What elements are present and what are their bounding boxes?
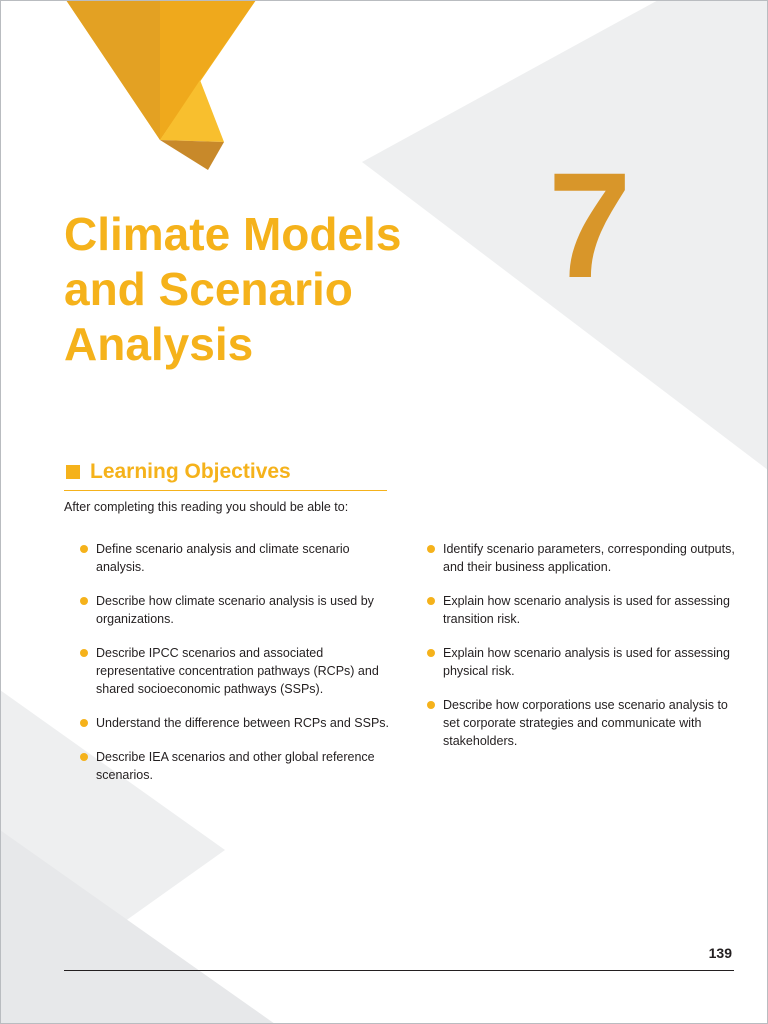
objective-text: Explain how scenario analysis is used for assessing physical risk. [443, 646, 730, 678]
objective-text: Describe IEA scenarios and other global reference scenarios. [96, 750, 375, 782]
page-number: 139 [708, 945, 732, 961]
list-item [427, 696, 737, 750]
list-item [80, 540, 390, 576]
bullet-dot-icon [427, 701, 435, 709]
objective-text: Describe how corporations use scenario analysis to set corporate strategies and communicate with stakeholders. [443, 698, 728, 748]
chapter-title [64, 207, 484, 372]
chapter-title-line-3: Analysis [64, 318, 254, 370]
objective-text: Understand the difference between RCPs and SSPs. [96, 716, 389, 730]
origami-decoration [66, 0, 256, 170]
objective-text: Describe IPCC scenarios and associated representative concentration pathways (RCPs) and shared socioeconomic pathways (SSPs). [96, 646, 379, 696]
bullet-dot-icon [427, 545, 435, 553]
list-item [80, 592, 390, 628]
bullet-dot-icon [80, 719, 88, 727]
heading-square-icon [66, 465, 80, 479]
objective-text: Explain how scenario analysis is used for assessing transition risk. [443, 594, 730, 626]
list-item [80, 644, 390, 698]
footer-divider [64, 970, 734, 971]
learning-objectives-heading [64, 460, 387, 491]
chapter-title-line-1: Climate Models [64, 208, 402, 260]
objective-text: Describe how climate scenario analysis is used by organizations. [96, 594, 374, 626]
bullet-dot-icon [80, 545, 88, 553]
chapter-number: 7 [548, 141, 630, 309]
learning-objectives-title: Learning Objectives [90, 460, 291, 483]
bullet-dot-icon [80, 649, 88, 657]
list-item [427, 540, 737, 576]
bullet-dot-icon [80, 597, 88, 605]
list-item [427, 644, 737, 680]
list-item [80, 748, 390, 784]
list-item [80, 714, 390, 732]
objectives-column-right [427, 540, 737, 766]
bullet-dot-icon [80, 753, 88, 761]
bullet-dot-icon [427, 597, 435, 605]
objectives-column-left [80, 540, 390, 800]
list-item [427, 592, 737, 628]
objective-text: Identify scenario parameters, corresponding outputs, and their business application. [443, 542, 735, 574]
bullet-dot-icon [427, 649, 435, 657]
learning-objectives-intro: After completing this reading you should be able to: [64, 500, 349, 514]
objective-text: Define scenario analysis and climate scenario analysis. [96, 542, 350, 574]
chapter-title-line-2: and Scenario [64, 263, 353, 315]
